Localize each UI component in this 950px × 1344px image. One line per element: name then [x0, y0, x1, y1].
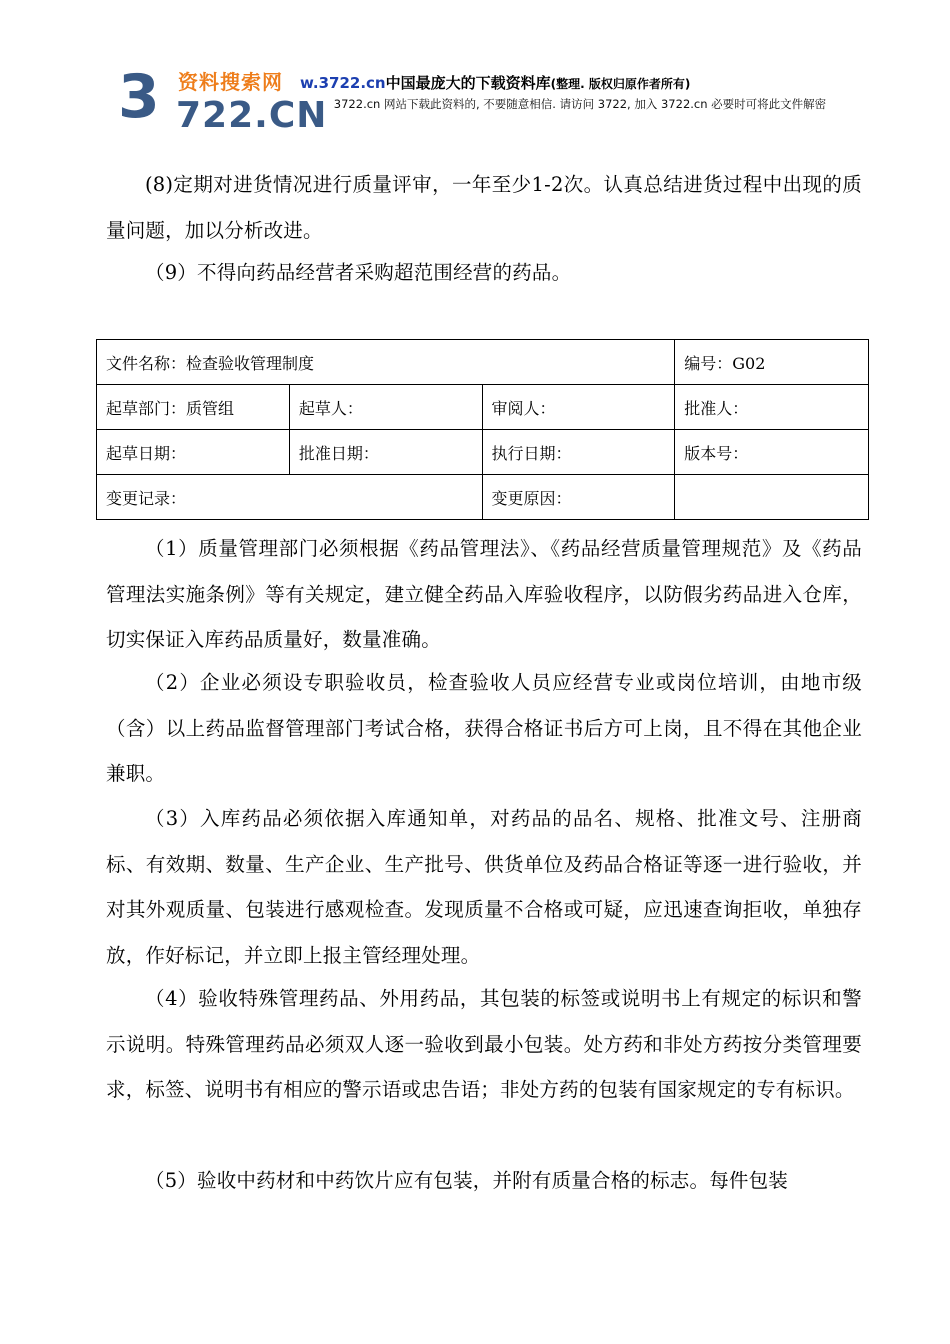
logo-domain: 722.CN: [176, 95, 328, 136]
site-logo: [118, 62, 328, 136]
header-title-note: (整理. 版权归原作者所有): [550, 77, 691, 91]
header-title: 中国最庞大的下载资料库: [385, 74, 551, 92]
table-row: [97, 475, 869, 520]
change-record-cell: 变更记录：: [97, 475, 483, 520]
paragraph-5: （5）验收中药材和中药饮片应有包装，并附有质量合格的标志。每件包装: [145, 1169, 789, 1192]
approver-cell: 批准人：: [675, 385, 869, 430]
empty-cell: [675, 475, 869, 520]
dept-cell: 起草部门：质管组: [97, 385, 290, 430]
reviewer-cell: 审阅人：: [482, 385, 675, 430]
paragraph-4: （4）验收特殊管理药品、外用药品，其包装的标签或说明书上有规定的标识和警示说明。特殊管理药品必须双人逐一验收到最小包装。处方药和非处方药按分类管理要求，标签、说明书有相应的警示语或忠告语；非处方药的包装有国家规定的专有标识。: [106, 987, 862, 1101]
paragraph-9: （9）不得向药品经营者采购超范围经营的药品。: [145, 261, 572, 284]
change-reason-cell: 变更原因：: [482, 475, 675, 520]
logo-number: 3: [118, 62, 158, 132]
draft-date-cell: 起草日期：: [97, 430, 290, 475]
header-url[interactable]: w.3722.cn: [300, 74, 386, 92]
paragraph-8: (8)定期对进货情况进行质量评审，一年至少1-2次。认真总结进货过程中出现的质量问题，加以分析改进。: [106, 173, 862, 242]
doc-no-cell: 编号：G02: [675, 340, 869, 385]
table-row: [97, 430, 869, 475]
paragraph-3: （3）入库药品必须依据入库通知单，对药品的品名、规格、批准文号、注册商标、有效期、数量、生产企业、生产批号、供货单位及药品合格证等逐一进行验收，并对其外观质量、包装进行感观检查。发现质量不合格或可疑，应迅速查询拒收，单独存放，作好标记，并立即上报主管经理处理。: [106, 807, 862, 967]
header-notice: 3722.cn 网站下载此资料的, 不要随意相信. 请访问 3722, 加入 3722.cn 必要时可将此文件解密: [333, 97, 827, 111]
doc-name-cell: 文件名称：检查验收管理制度: [97, 340, 675, 385]
document-info-table: [96, 339, 869, 520]
table-row: [97, 340, 869, 385]
paragraph-1: （1）质量管理部门必须根据《药品管理法》、《药品经营质量管理规范》及《药品管理法实施条例》等有关规定，建立健全药品入库验收程序，以防假劣药品进入仓库，切实保证入库药品质量好，数量准确。: [106, 537, 862, 651]
exec-date-cell: 执行日期：: [482, 430, 675, 475]
version-cell: 版本号：: [675, 430, 869, 475]
paragraph-2: （2）企业必须设专职验收员，检查验收人员应经营专业或岗位培训，由地市级（含）以上药品监督管理部门考试合格，获得合格证书后方可上岗，且不得在其他企业兼职。: [106, 671, 862, 785]
table-row: [97, 385, 869, 430]
approve-date-cell: 批准日期：: [289, 430, 482, 475]
logo-tagline: 资料搜索网: [178, 70, 283, 94]
header-title-line: [300, 72, 690, 93]
drafter-cell: 起草人：: [289, 385, 482, 430]
